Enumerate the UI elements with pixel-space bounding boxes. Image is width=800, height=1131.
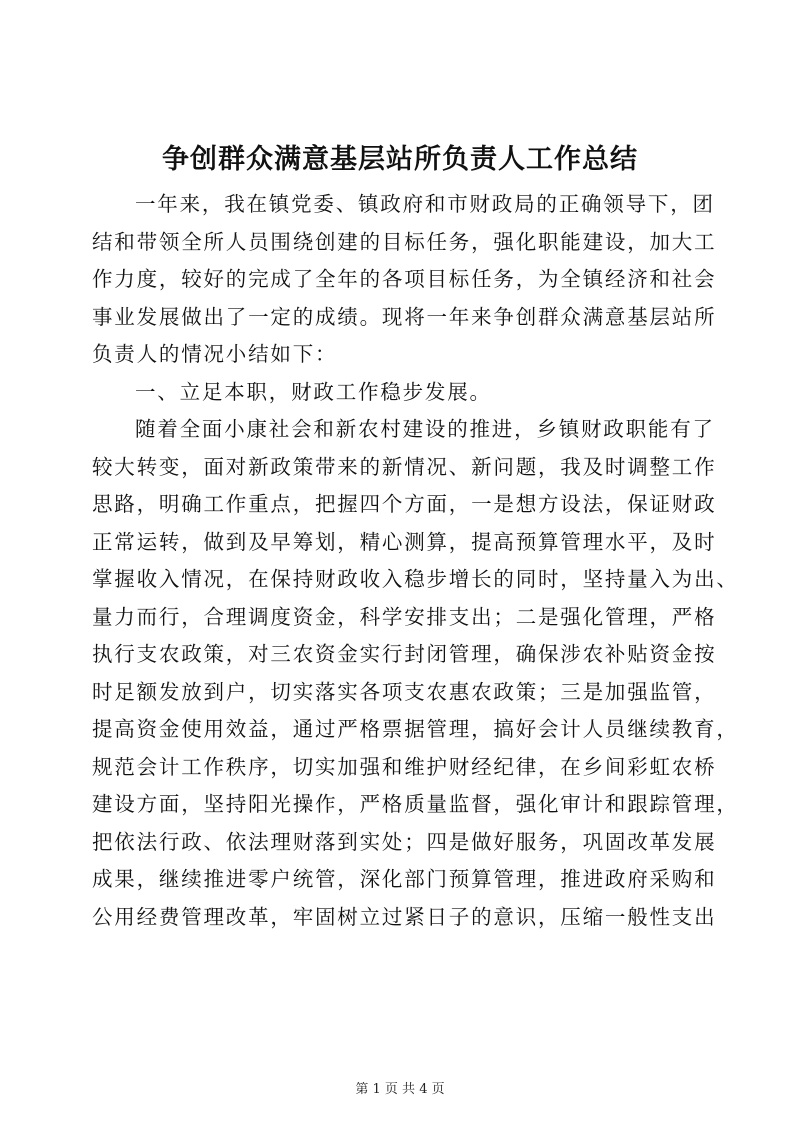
text-line: 事业发展做出了一定的成绩。现将一年来争创群众满意基层站所 <box>92 304 717 329</box>
text-line: 掌握收入情况，在保持财政收入稳步增长的同时，坚持量入为出、 <box>92 567 739 591</box>
text-line: 负责人的情况小结如下： <box>92 342 338 366</box>
text-line: 随着全面小康社会和新农村建设的推进，乡镇财政职能有了 <box>135 417 715 441</box>
text-line: 思路，明确工作重点，把握四个方面，一是想方设法，保证财政 <box>92 492 717 516</box>
text-line: 提高资金使用效益，通过严格票据管理，搞好会计人员继续教育， <box>92 717 739 741</box>
text-line: 较大转变，面对新政策带来的新情况、新问题，我及时调整工作 <box>92 454 717 479</box>
text-line: 成果，继续推进零户统管，深化部门预算管理，推进政府采购和 <box>92 867 717 891</box>
text-line: 公用经费管理改革，牢固树立过紧日子的意识，压缩一般性支出 <box>92 904 717 929</box>
section-heading: 一、立足本职，财政工作稳步发展。 <box>135 379 492 404</box>
text-line: 把依法行政、依法理财落到实处；四是做好服务，巩固改革发展 <box>92 829 717 854</box>
text-line: 时足额发放到户，切实落实各项支农惠农政策；三是加强监管， <box>92 679 717 704</box>
text-line: 结和带领全所人员围绕创建的目标任务，强化职能建设，加大工 <box>92 229 717 254</box>
text-line: 一年来，我在镇党委、镇政府和市财政局的正确领导下，团 <box>135 192 715 216</box>
text-line: 规范会计工作秩序，切实加强和维护财经纪律，在乡间彩虹农桥 <box>92 754 717 779</box>
text-line: 建设方面，坚持阳光操作，严格质量监督，强化审计和跟踪管理， <box>92 792 739 816</box>
document-body <box>92 186 739 936</box>
document-title: 争创群众满意基层站所负责人工作总结 <box>162 144 638 175</box>
text-line: 作力度，较好的完成了全年的各项目标任务，为全镇经济和社会 <box>92 267 717 291</box>
text-line: 量力而行，合理调度资金，科学安排支出；二是强化管理，严格 <box>92 604 717 629</box>
text-line: 执行支农政策，对三农资金实行封闭管理，确保涉农补贴资金按 <box>92 642 717 666</box>
text-line: 正常运转，做到及早筹划，精心测算，提高预算管理水平，及时 <box>92 529 717 554</box>
page-number: 第 1 页 共 4 页 <box>355 1082 445 1097</box>
